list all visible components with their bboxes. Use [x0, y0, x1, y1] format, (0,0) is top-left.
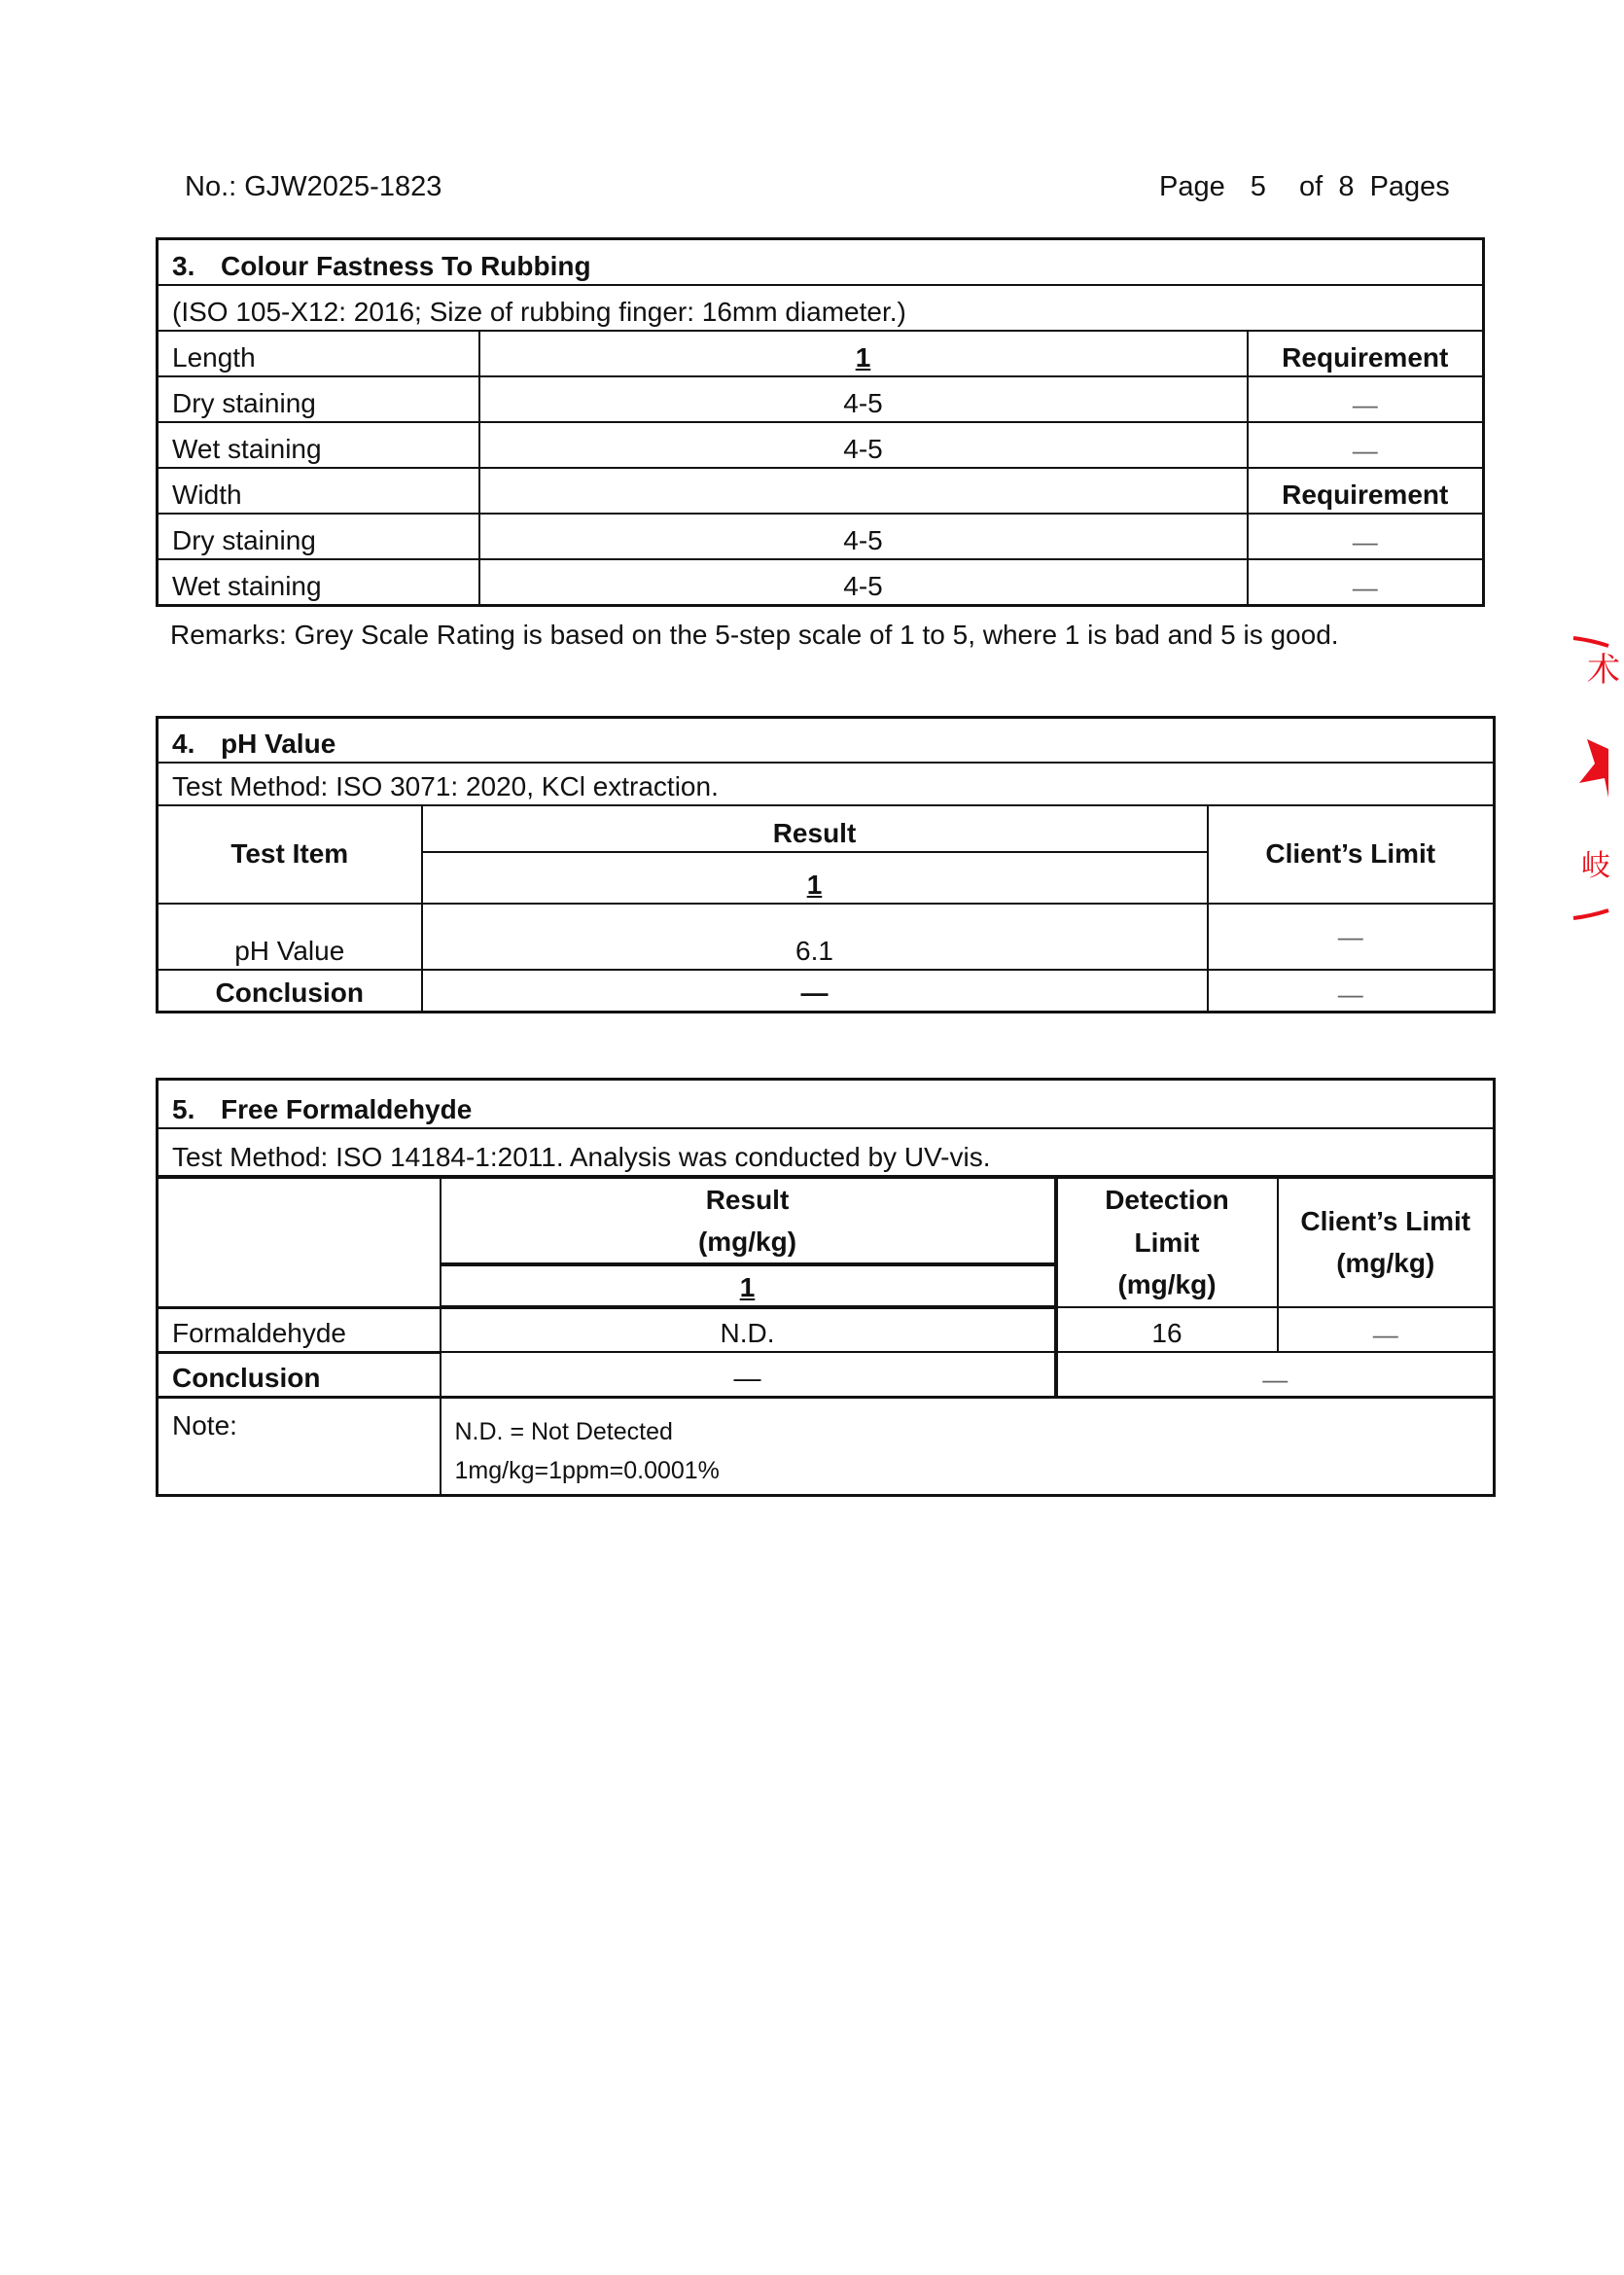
ph-conclusion-label: Conclusion: [158, 970, 422, 1013]
formaldehyde-title: 5. Free Formaldehyde: [158, 1080, 1495, 1128]
rubbing-requirement-header: Requirement: [1248, 331, 1484, 376]
page-label: Page: [1159, 171, 1225, 202]
ph-row-label: pH Value: [158, 904, 422, 970]
ph-table: [156, 716, 1496, 1013]
ph-row-value: 6.1: [422, 904, 1208, 970]
rubbing-length-label: Length: [158, 331, 479, 376]
formaldehyde-detection-header: Detection Limit (mg/kg): [1056, 1177, 1278, 1308]
page-current: 5: [1250, 171, 1266, 202]
formaldehyde-conclusion-limit: —: [1056, 1352, 1495, 1397]
rubbing-row-label: Dry staining: [158, 376, 479, 422]
rubbing-row-label: Dry staining: [158, 514, 479, 559]
rubbing-row-value: 4-5: [479, 514, 1248, 559]
ph-conclusion-limit: —: [1208, 970, 1495, 1013]
ph-title: 4. pH Value: [158, 718, 1495, 763]
formaldehyde-blank-header: [158, 1177, 441, 1308]
ph-conclusion-value: —: [422, 970, 1208, 1013]
svg-text:岐: 岐: [1581, 849, 1610, 883]
rubbing-row-req: —: [1248, 559, 1484, 606]
rubbing-row-value: 4-5: [479, 422, 1248, 468]
rubbing-width-value: [479, 468, 1248, 514]
rubbing-sample-no: 1: [479, 331, 1248, 376]
rubbing-row-req: —: [1248, 514, 1484, 559]
red-seal-stamp: [1566, 632, 1624, 924]
formaldehyde-row-detection: 16: [1056, 1307, 1278, 1352]
formaldehyde-row-value: N.D.: [441, 1307, 1056, 1352]
ph-client-limit-header: Client’s Limit: [1208, 805, 1495, 904]
formaldehyde-method: Test Method: ISO 14184-1:2011. Analysis was conducted by UV-vis.: [158, 1128, 1495, 1177]
ph-test-item-header: Test Item: [158, 805, 422, 904]
rubbing-method: (ISO 105-X12: 2016; Size of rubbing finger: 16mm diameter.): [158, 285, 1484, 331]
formaldehyde-result-header: Result (mg/kg): [441, 1177, 1056, 1265]
formaldehyde-note-label: Note:: [158, 1397, 441, 1495]
rubbing-row-req: —: [1248, 376, 1484, 422]
formaldehyde-table: [156, 1078, 1496, 1497]
rubbing-width-requirement: Requirement: [1248, 468, 1484, 514]
formaldehyde-row-limit: —: [1278, 1307, 1495, 1352]
ph-method: Test Method: ISO 3071: 2020, KCl extraction.: [158, 763, 1495, 805]
rubbing-width-label: Width: [158, 468, 479, 514]
ph-result-header: Result: [422, 805, 1208, 852]
rubbing-table: [156, 237, 1485, 607]
page-total: 8: [1338, 171, 1355, 202]
rubbing-row-label: Wet staining: [158, 422, 479, 468]
formaldehyde-sample-no: 1: [441, 1264, 1056, 1307]
ph-row-limit: —: [1208, 904, 1495, 970]
rubbing-remarks: Remarks: Grey Scale Rating is based on the 5-step scale of 1 to 5, where 1 is bad and 5 is good.: [170, 620, 1339, 650]
formaldehyde-conclusion-value: —: [441, 1352, 1056, 1397]
formaldehyde-note: N.D. = Not Detected 1mg/kg=1ppm=0.0001%: [441, 1397, 1495, 1495]
rubbing-row-label: Wet staining: [158, 559, 479, 606]
formaldehyde-conclusion-label: Conclusion: [158, 1352, 441, 1397]
rubbing-row-value: 4-5: [479, 559, 1248, 606]
report-number: No.: GJW2025-1823: [185, 171, 442, 202]
page-of: of: [1299, 171, 1324, 202]
rubbing-row-value: 4-5: [479, 376, 1248, 422]
ph-sample-no: 1: [422, 852, 1208, 904]
formaldehyde-row-label: Formaldehyde: [158, 1307, 441, 1352]
pages-label: Pages: [1369, 171, 1450, 202]
rubbing-row-req: —: [1248, 422, 1484, 468]
rubbing-title: 3. Colour Fastness To Rubbing: [158, 239, 1484, 286]
formaldehyde-client-limit-header: Client’s Limit (mg/kg): [1278, 1177, 1495, 1308]
page-indicator: [1159, 171, 1450, 203]
svg-text:术: 术: [1587, 651, 1620, 690]
